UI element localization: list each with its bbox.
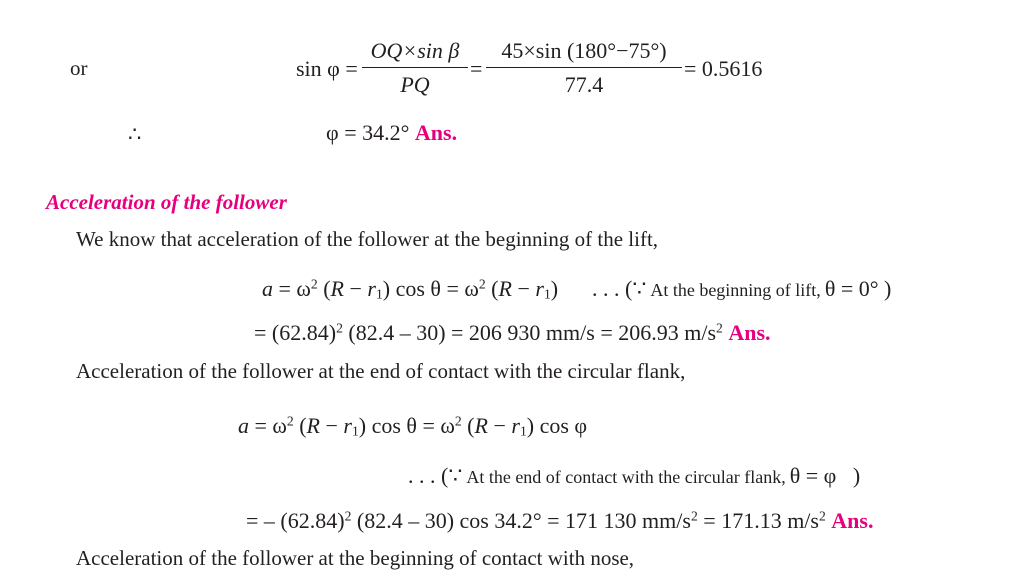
value-part: (82.4 – 30) cos 34.2° = 171 130 mm/s (351, 508, 691, 533)
accel-equation-2 (238, 415, 587, 437)
eq-part: ) cos θ = ω (358, 413, 455, 438)
fraction-denominator: 77.4 (564, 72, 604, 97)
subscript: 1 (375, 286, 383, 302)
eq-part: ( (317, 276, 331, 301)
var-R: R (474, 413, 488, 438)
exponent: 2 (690, 508, 698, 524)
note-text: At the end of contact with the circular flank, (466, 467, 786, 487)
sinphi-result: = 0.5616 (684, 56, 763, 81)
subscript: 1 (543, 286, 551, 302)
phi-expression: φ = 34.2° (326, 120, 410, 145)
eq-part: ( (485, 276, 499, 301)
fraction-oq-over-pq (362, 40, 468, 96)
note-condition: θ = 0° ) (824, 276, 892, 301)
subscript: 1 (351, 423, 359, 439)
or-label: or (70, 56, 88, 80)
fraction-bar (362, 67, 468, 68)
value-part: = 171.13 m/s (697, 508, 819, 533)
note-condition: θ = φ ) (789, 463, 861, 488)
fraction-bar (486, 67, 682, 68)
var-r: r (511, 413, 520, 438)
value-part: = – (62.84) (246, 508, 345, 533)
var-a: a (262, 276, 273, 301)
exponent: 2 (716, 320, 723, 336)
fraction-numerator: 45×sin (180°−75°) (501, 38, 667, 63)
accel-value-2 (246, 510, 873, 532)
eq-part: ( (461, 413, 475, 438)
var-R: R (306, 413, 320, 438)
eq-part: = ω (273, 276, 311, 301)
eq-part: − (343, 276, 368, 301)
eq-part: − (319, 413, 344, 438)
fraction-45sin-over-77 (486, 40, 682, 96)
ans-label: Ans. (831, 508, 874, 533)
fraction-numerator: OQ×sin β (370, 38, 460, 63)
accel-value-1 (254, 322, 771, 344)
eq-part: − (487, 413, 512, 438)
eq-part: ) cos θ = ω (382, 276, 479, 301)
var-R: R (498, 276, 512, 301)
exponent: 2 (336, 320, 343, 336)
therefore-symbol: ∴ (128, 122, 142, 146)
eq-part: ) (550, 276, 559, 301)
nose-paragraph: Acceleration of the follower at the beginning of contact with nose, (76, 546, 635, 570)
condition-note-1 (592, 278, 891, 301)
var-a: a (238, 413, 249, 438)
var-r: r (367, 276, 376, 301)
exponent: 2 (286, 413, 294, 429)
subscript: 1 (519, 423, 527, 439)
exponent: 2 (818, 508, 826, 524)
eq-part: ) cos φ (526, 413, 588, 438)
eq-part: ( (293, 413, 307, 438)
section-heading: Acceleration of the follower (46, 190, 287, 214)
eq-part: − (511, 276, 536, 301)
note-text: At the beginning of lift, (650, 280, 821, 300)
phi-result (326, 122, 457, 144)
var-r: r (535, 276, 544, 301)
var-R: R (330, 276, 344, 301)
sinphi-lhs: sin φ = (296, 56, 358, 81)
fraction-denominator: PQ (400, 72, 430, 97)
exponent: 2 (310, 276, 318, 292)
exponent: 2 (478, 276, 486, 292)
eq-part: = ω (249, 413, 287, 438)
equals-sign: = (470, 56, 483, 81)
ans-label: Ans. (414, 120, 458, 145)
value-part: = (62.84) (254, 320, 337, 345)
value-part: (82.4 – 30) = 206 930 mm/s = 206.93 m/s (342, 320, 717, 345)
accel-equation-1 (262, 278, 558, 300)
ans-label: Ans. (728, 320, 771, 345)
condition-note-2 (408, 465, 860, 488)
note-dots: . . . (∵ (408, 463, 463, 488)
exponent: 2 (344, 508, 352, 524)
var-r: r (343, 413, 352, 438)
intro-paragraph: We know that acceleration of the follower at the beginning of the lift, (76, 227, 659, 251)
exponent: 2 (454, 413, 462, 429)
end-contact-paragraph: Acceleration of the follower at the end of contact with the circular flank, (76, 359, 686, 383)
note-dots: . . . (∵ (592, 276, 647, 301)
